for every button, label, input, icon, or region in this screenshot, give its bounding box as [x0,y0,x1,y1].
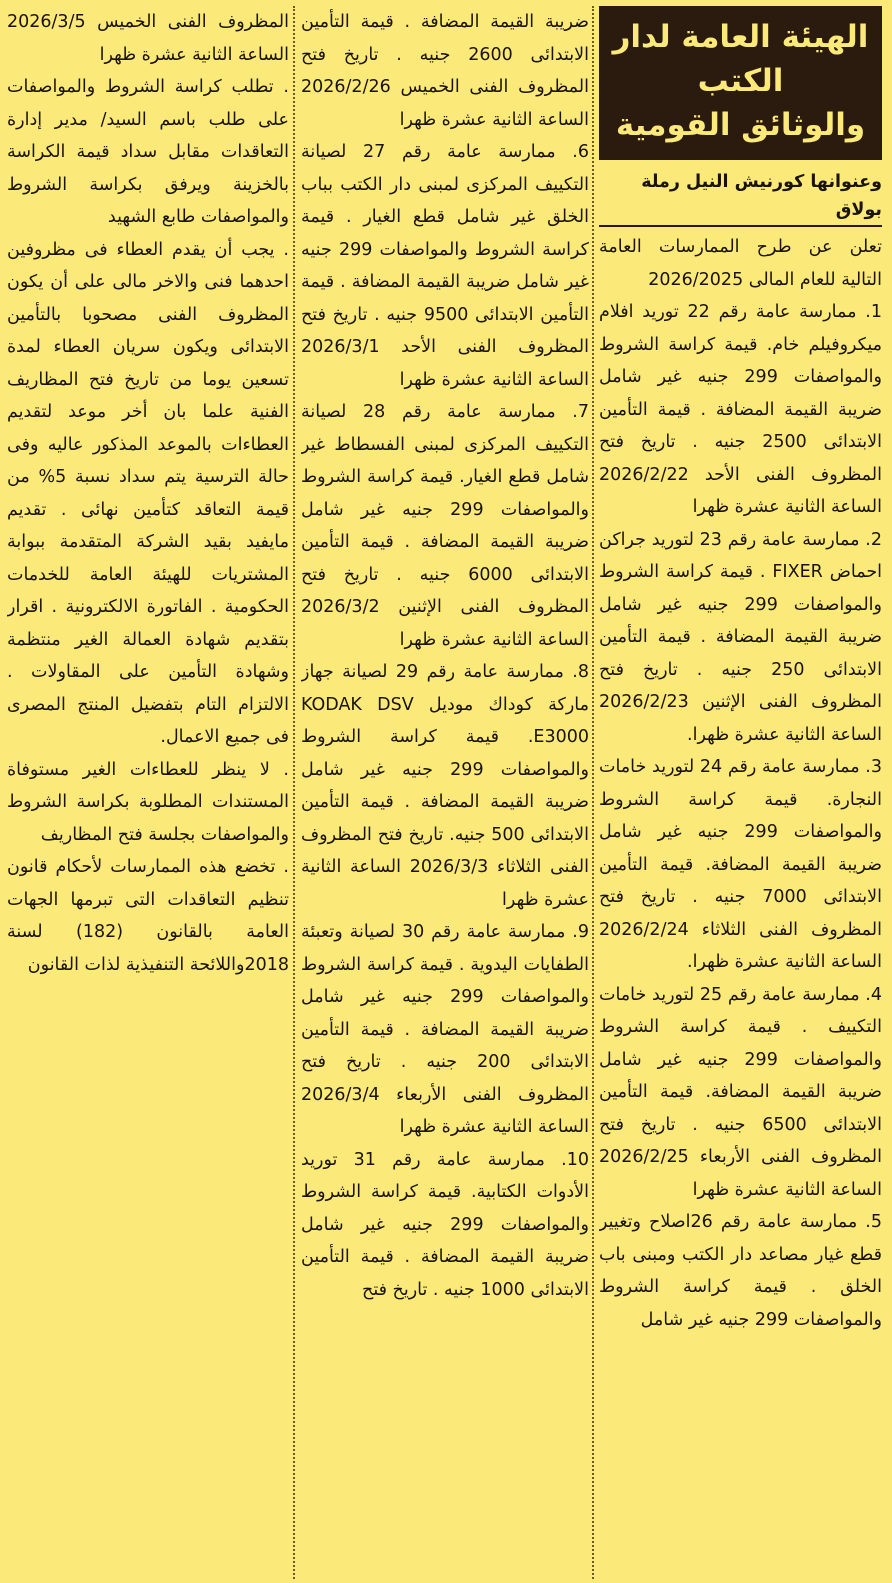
intro-paragraph: تعلن عن طرح الممارسات العامة التالية للعام المالى 2026/2025 [599,237,882,290]
masthead-line-2: والوثائق القومية [615,107,866,143]
column-right [599,6,882,1583]
tender-item-4: 4. ممارسة عامة رقم 25 لتوريد خامات التكييف . قيمة كراسة الشروط والمواصفات 299 جنيه غير شامل ضريبة القيمة المضافة. قيمة التأمين الابتدائى 6500 جنيه . تاريخ فتح المظروف الفنى الأربعاء 2026/2/25 الساعة الثانية عشرة ظهرا [599,984,882,1200]
tender-item-5: 5. ممارسة عامة رقم 26اصلاح وتغيير قطع غيار مصاعد دار الكتب ومبنى باب الخلق . قيمة كراسة الشروط والمواصفات 299 جنيه غير شامل [599,1212,882,1330]
tender-item-6: 6. ممارسة عامة رقم 27 لصيانة التكييف المركزى لمبنى دار الكتب بباب الخلق غير شامل قطع الغيار . قيمة كراسة الشروط والمواصفات 299 جنيه غير شامل ضريبة القيمة المضافة . قيمة التأمين الابتدائى 9500 جنيه . تاريخ فتح المظروف الفنى الأحد 2026/3/1 الساعة الثانية عشرة ظهرا [301,142,589,390]
tender-item-10-cont: المظروف الفنى الخميس 2026/3/5 الساعة الثانية عشرة ظهرا [7,12,289,65]
condition-booklet-request: . تطلب كراسة الشروط والمواصفات على طلب باسم السيد/ مدير إدارة التعاقدات مقابل سداد قيمة الكراسة بالخزينة ويرفق بكراسة الشروط والمواصفات طابع الشهيد [7,77,289,227]
column-divider [293,6,295,1579]
column-divider [592,6,594,1579]
tender-item-10: 10. ممارسة عامة رقم 31 توريد الأدوات الكتابية. قيمة كراسة الشروط والمواصفات 299 جنيه غير شامل ضريبة القيمة المضافة . قيمة التأمين الابتدائى 1000 جنيه . تاريخ فتح [301,1149,589,1300]
masthead [599,6,882,160]
masthead-line-1: الهيئة العامة لدار الكتب [612,19,869,99]
tender-item-8: 8. ممارسة عامة رقم 29 لصيانة جهاز ماركة كوداك موديل KODAK DSV E3000. قيمة كراسة الشروط والمواصفات 299 جنيه غير شامل ضريبة القيمة المضافة . قيمة التأمين الابتدائى 500 جنيه. تاريخ فتح المظروف الفنى الثلاثاء 2026/3/3 الساعة الثانية عشرة ظهرا [301,662,589,910]
tender-item-7: 7. ممارسة عامة رقم 28 لصيانة التكييف المركزى لمبنى الفسطاط غير شامل قطع الغيار. قيمة كراسة الشروط والمواصفات 299 جنيه غير شامل ضريبة القيمة المضافة . قيمة التأمين الابتدائى 6000 جنيه . تاريخ فتح المظروف الفنى الإثنين 2026/3/2 الساعة الثانية عشرة ظهرا [301,402,589,650]
tender-item-1: 1. ممارسة عامة رقم 22 توريد افلام ميكروفيلم خام. قيمة كراسة الشروط والمواصفات 299 جنيه غير شامل ضريبة القيمة المضافة . قيمة التأمين الابتدائى 2500 جنيه . تاريخ فتح المظروف الفنى الأحد 2026/2/22 الساعة الثانية عشرة ظهرا [599,302,882,517]
condition-bid-envelopes: . يجب أن يقدم العطاء فى مظروفين احدهما فنى والاخر مالى على أن يكون المظروف الفنى مصحوبا بالتأمين الابتدائى ويكون سريان العطاء لمدة تسعين يوما من تاريخ فتح المظاريف الفنية علما بان أخر موعد لتقديم العطاءات بالموعد المذكور عاليه وفى حالة الترسية يتم سداد نسبة 5% من قيمة التعاقد كتأمين نهائى . تقديم مايفيد بقيد الشركة المتقدمة ببوابة المشتريات للهيئة العامة للخدمات الحكومية . الفاتورة الالكترونية . اقرار بتقديم شهادة العمالة الغير منتظمة وشهادة التأمين على المقاولات . الالتزام التام بتفضيل المنتج المصرى فى جميع الاعمال. [7,239,289,747]
address-line: وعنوانها كورنيش النيل رملة بولاق [599,168,882,227]
tender-item-5-cont: ضريبة القيمة المضافة . قيمة التأمين الابتدائى 2600 جنيه . تاريخ فتح المظروف الفنى الخميس 2026/2/26 الساعة الثانية عشرة ظهرا [301,12,589,130]
tender-item-3: 3. ممارسة عامة رقم 24 لتوريد خامات النجارة. قيمة كراسة الشروط والمواصفات 299 جنيه غير شامل ضريبة القيمة المضافة. قيمة التأمين الابتدائى 7000 جنيه . تاريخ فتح المظروف الفنى الثلاثاء 2026/2/24 الساعة الثانية عشرة ظهرا. [599,757,882,972]
condition-incomplete-bids: . لا ينظر للعطاءات الغير مستوفاة المستندات المطلوبة بكراسة الشروط والمواصفات بجلسة فتح المظاريف [7,759,289,845]
column-left [7,6,289,1583]
column-middle [301,6,589,1583]
tender-item-2: 2. ممارسة عامة رقم 23 لتوريد جراكن احماض FIXER . قيمة كراسة الشروط والمواصفات 299 جنيه غير شامل ضريبة القيمة المضافة . قيمة التأمين الابتدائى 250 جنيه . تاريخ فتح المظروف الفنى الإثنين 2026/2/23 الساعة الثانية عشرة ظهرا. [599,529,882,745]
condition-legal-framework: . تخضع هذه الممارسات لأحكام قانون تنظيم التعاقدات التى تبرمها الجهات العامة بالقانون (182) لسنة 2018واللائحة التنفيذية لذات القانون [7,857,289,975]
tender-item-9: 9. ممارسة عامة رقم 30 لصيانة وتعبئة الطفايات اليدوية . قيمة كراسة الشروط والمواصفات 299 جنيه غير شامل ضريبة القيمة المضافة . قيمة التأمين الابتدائى 200 جنيه . تاريخ فتح المظروف الفنى الأربعاء 2026/3/4 الساعة الثانية عشرة ظهرا [301,922,589,1137]
